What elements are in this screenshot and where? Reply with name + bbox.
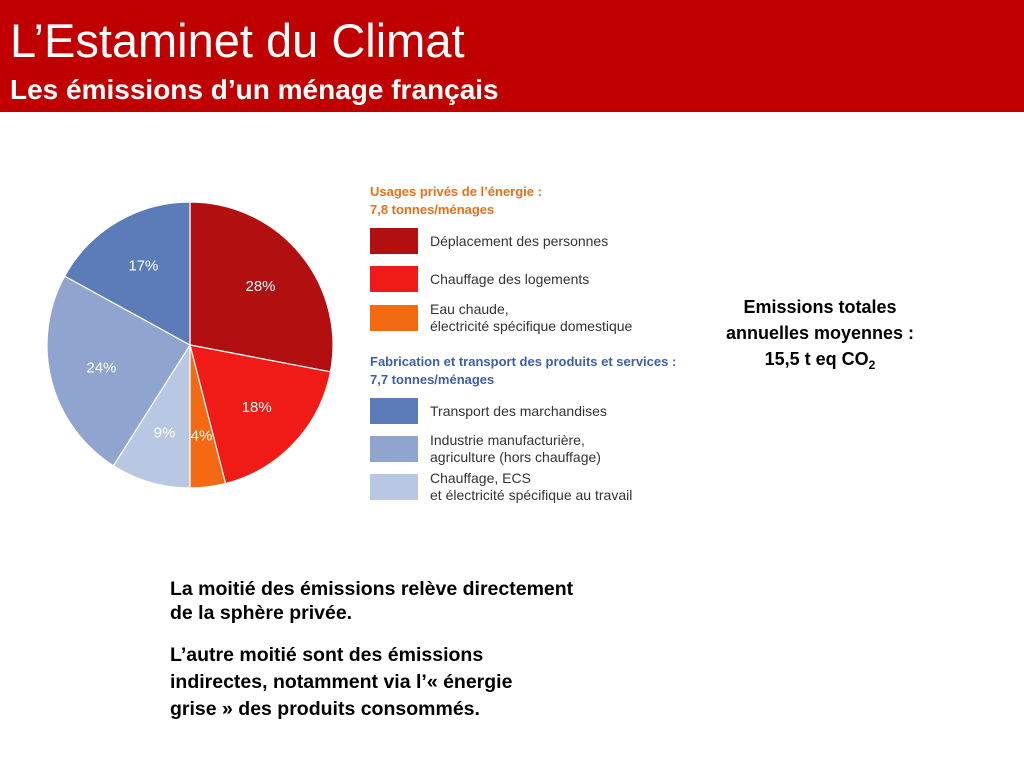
legend-label: Chauffage, ECS et électricité spécifique au travail (430, 470, 633, 503)
pie-slice-label-4: 9% (153, 424, 176, 442)
slide-subtitle: Les émissions d’un ménage français (10, 74, 499, 105)
pie-slice-label-5: 24% (86, 359, 117, 377)
legend-item-chauffage-travail (370, 470, 633, 503)
legend-swatch (370, 305, 418, 331)
total-emissions-line-1: Emissions totales (743, 297, 897, 317)
legend-group-total: 7,7 tonnes/ménages (370, 372, 495, 387)
pie-chart (40, 195, 340, 495)
pie-slice-label-1: 28% (245, 278, 276, 296)
pie-slice-label-3: 4% (190, 427, 213, 445)
legend-item-industrie (370, 432, 601, 465)
legend-swatch (370, 436, 418, 462)
co2-subscript: 2 (868, 358, 876, 372)
legend-group-total: 7,8 tonnes/ménages (370, 202, 495, 217)
legend-group-heading-products-services (370, 353, 676, 389)
legend-label: Eau chaude, électricité spécifique domestique (430, 301, 633, 334)
legend-swatch (370, 474, 418, 500)
note-indirect-emissions: L’autre moitié sont des émissions indirectes, notamment via l’« énergie grise » des produits consommés. (170, 644, 513, 720)
pie-slice-label-2: 18% (241, 399, 272, 417)
pie-slice-label-6: 17% (128, 257, 159, 275)
legend-label: Transport des marchandises (430, 402, 607, 419)
legend-group-title: Fabrication et transport des produits et services : (370, 354, 677, 369)
legend-item-transport-marchandises (370, 398, 607, 424)
total-emissions-line-2: annuelles moyennes : (725, 323, 915, 343)
legend-item-eau-chaude (370, 301, 633, 334)
legend-group-title: Usages privés de l’énergie : (370, 184, 542, 199)
legend-label: Déplacement des personnes (430, 232, 609, 249)
slide-title: L’Estaminet du Climat (10, 14, 465, 67)
legend-item-chauffage-logements (370, 266, 589, 292)
total-emissions-value (700, 346, 940, 372)
legend-label: Industrie manufacturière, agriculture (hors chauffage) (430, 432, 601, 465)
total-emissions-value-text: 15,5 t eq CO (764, 349, 869, 369)
legend-item-deplacement (370, 228, 608, 254)
slide-header (0, 0, 1024, 112)
legend-swatch (370, 398, 418, 424)
legend-swatch (370, 228, 418, 254)
total-emissions-note (700, 294, 940, 372)
legend-label: Chauffage des logements (430, 270, 590, 287)
legend-swatch (370, 266, 418, 292)
note-direct-emissions: La moitié des émissions relève directement de la sphère privée. (170, 578, 574, 624)
legend-group-heading-private-energy (370, 183, 542, 219)
